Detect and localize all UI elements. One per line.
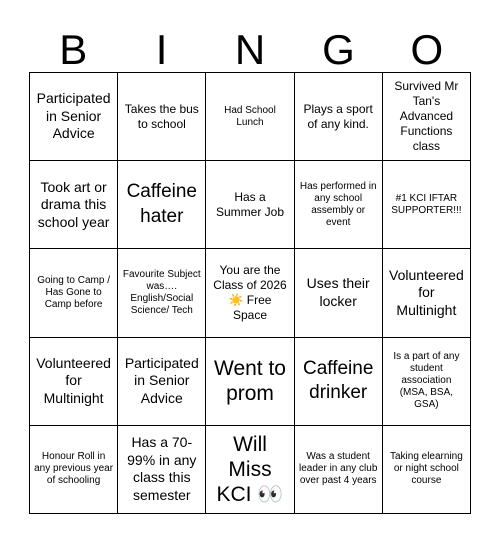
bingo-cell[interactable]: Volunteered for Multinight [383,249,471,337]
bingo-header [29,22,471,72]
bingo-board [29,72,471,514]
header-letter-g: G [322,26,355,73]
bingo-cell[interactable]: Has a Summer Job [206,161,294,249]
bingo-cell[interactable]: Had School Lunch [206,73,294,161]
bingo-cell[interactable]: Went to prom [206,338,294,426]
bingo-cell[interactable]: Going to Camp / Has Gone to Camp before [30,249,118,337]
bingo-cell[interactable]: Has performed in any school assembly or event [295,161,383,249]
bingo-cell[interactable]: Took art or drama this school year [30,161,118,249]
bingo-cell[interactable]: Is a part of any student association (MSA, BSA, GSA) [383,338,471,426]
bingo-cell[interactable]: Caffeine drinker [295,338,383,426]
bingo-cell[interactable]: Taking elearning or night school course [383,426,471,514]
header-letter-n: N [234,26,266,73]
header-letter-i: I [155,26,168,73]
bingo-cell[interactable]: Participated in Senior Advice [118,338,206,426]
bingo-cell[interactable]: Favourite Subject was…. English/Social Science/ Tech [118,249,206,337]
bingo-cell[interactable]: Survived Mr Tan's Advanced Functions class [383,73,471,161]
bingo-cell[interactable]: Has a 70-99% in any class this semester [118,426,206,514]
bingo-cell[interactable]: Participated in Senior Advice [30,73,118,161]
bingo-cell[interactable]: Plays a sport of any kind. [295,73,383,161]
header-letter-b: B [59,26,88,73]
bingo-cell[interactable]: Uses their locker [295,249,383,337]
bingo-cell[interactable]: Takes the bus to school [118,73,206,161]
bingo-cell[interactable]: #1 KCI IFTAR SUPPORTER!!! [383,161,471,249]
bingo-cell[interactable]: Volunteered for Multinight [30,338,118,426]
bingo-cell[interactable]: Was a student leader in any club over past 4 years [295,426,383,514]
free-space-cell[interactable]: You are the Class of 2026 ☀️ Free Space [206,249,294,337]
bingo-cell[interactable]: Honour Roll in any previous year of schooling [30,426,118,514]
header-letter-o: O [410,26,444,73]
bingo-cell[interactable]: Caffeine hater [118,161,206,249]
bingo-cell[interactable]: Will Miss KCI 👀 [206,426,294,514]
